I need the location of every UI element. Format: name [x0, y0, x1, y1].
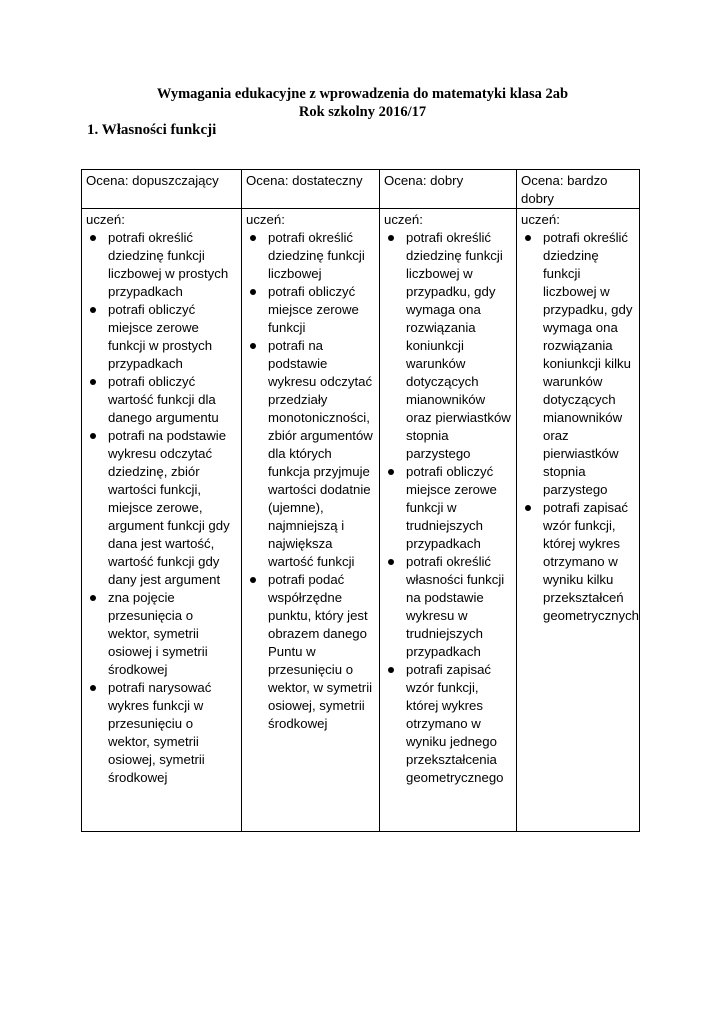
student-intro: uczeń: [246, 212, 285, 227]
requirements-list [246, 229, 375, 733]
school-year-subtitle: Rok szkolny 2016/17 [298, 104, 427, 120]
list-item: potrafi określić własności funkcji na podstawie wykresu w trudniejszych przypadkach [384, 553, 512, 661]
student-intro: uczeń: [86, 212, 125, 227]
header-grade-dopuszczajacy: Ocena: dopuszczający [82, 170, 242, 209]
list-item: potrafi obliczyć miejsce zerowe funkcji [246, 283, 375, 337]
header-grade-dostateczny: Ocena: dostateczny [242, 170, 380, 209]
column-dostateczny [242, 209, 380, 832]
requirements-list [86, 229, 237, 787]
table-header-row [82, 170, 640, 209]
list-item: potrafi obliczyć miejsce zerowe funkcji w trudniejszych przypadkach [384, 463, 512, 553]
list-item: potrafi obliczyć miejsce zerowe funkcji w prostych przypadkach [86, 301, 237, 373]
list-item: potrafi zapisać wzór funkcji, której wykres otrzymano w wyniku jednego przekształcenia geometrycznego [384, 661, 512, 787]
list-item: potrafi określić dziedzinę funkcji liczbowej w przypadku, gdy wymaga ona rozwiązania koniunkcji kilku warunków dotyczących mianowników oraz pierwiastków stopnia parzystego [521, 229, 635, 499]
list-item: zna pojęcie przesunięcia o wektor, symetrii osiowej i symetrii środkowej [86, 589, 237, 679]
requirements-list [521, 229, 640, 625]
column-dopuszczajacy [82, 209, 242, 832]
list-item: potrafi określić dziedzinę funkcji liczbowej w prostych przypadkach [86, 229, 237, 301]
list-item: potrafi zapisać wzór funkcji, której wykres otrzymano w wyniku kilku przekształceń geometrycznych [521, 499, 635, 625]
list-item: potrafi określić dziedzinę funkcji liczbowej [246, 229, 375, 283]
list-item: potrafi na podstawie wykresu odczytać przedziały monotoniczności, zbiór argumentów dla których funkcja przyjmuje wartości dodatnie (ujemne), najmniejszą i największa wartość funkcji [246, 337, 375, 571]
document-title: Wymagania edukacyjne z wprowadzenia do matematyki klasa 2ab [156, 86, 569, 102]
list-item: potrafi podać współrzędne punktu, który jest obrazem danego Puntu w przesunięciu o wektor, w symetrii osiowej, symetrii środkowej [246, 571, 375, 733]
requirements-list [384, 229, 512, 787]
header-grade-bardzo-dobry: Ocena: bardzo dobry [517, 170, 640, 209]
student-intro: uczeń: [521, 212, 560, 227]
list-item: potrafi narysować wykres funkcji w przesunięciu o wektor, symetrii osiowej, symetrii środkowej [86, 679, 237, 787]
student-intro: uczeń: [384, 212, 423, 227]
list-item: potrafi na podstawie wykresu odczytać dziedzinę, zbiór wartości funkcji, miejsce zerowe, argument funkcji gdy dana jest wartość, wartość funkcji gdy dany jest argument [86, 427, 237, 589]
column-dobry [380, 209, 517, 832]
header-grade-dobry: Ocena: dobry [380, 170, 517, 209]
column-bardzo-dobry [517, 209, 640, 832]
list-item: potrafi obliczyć wartość funkcji dla danego argumentu [86, 373, 237, 427]
table-row [82, 209, 640, 832]
section-title: 1. Własności funkcji [87, 122, 217, 138]
list-item: potrafi określić dziedzinę funkcji liczbowej w przypadku, gdy wymaga ona rozwiązania koniunkcji warunków dotyczących mianowników oraz pierwiastków stopnia parzystego [384, 229, 512, 463]
requirements-table [81, 169, 640, 832]
